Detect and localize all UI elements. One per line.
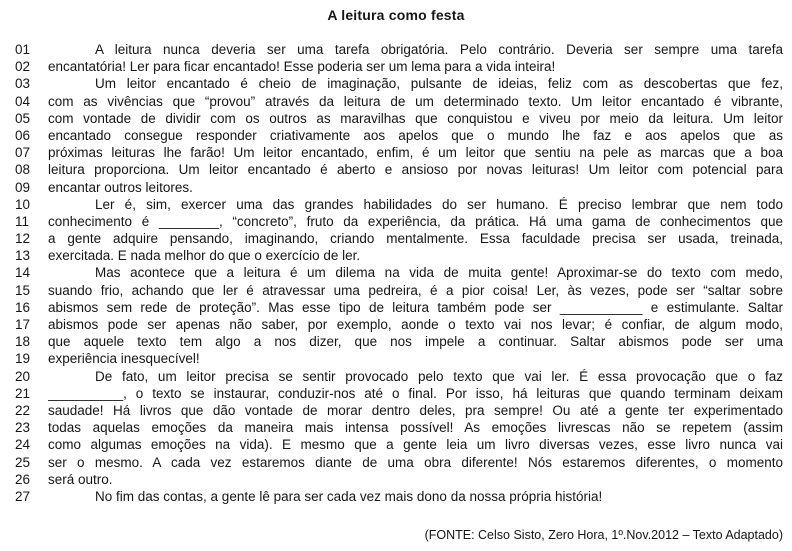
line-text: A leitura nunca deveria ser uma tarefa obrigatória. Pelo contrário. Deveria ser sempre uma tarefa <box>95 42 783 57</box>
source-citation: (FONTE: Celso Sisto, Zero Hora, 1º.Nov.2012 – Texto Adaptado) <box>424 528 783 542</box>
line-text: a gente adquire pensando, imaginando, criando mentalmente. Essa faculdade precisa ser usada, treinada, <box>48 231 783 247</box>
line-text: como algumas emoções na vida). E mesmo que a gente leia um livro diversas vezes, esse livro nunca vai <box>48 437 783 453</box>
line-number: 24 <box>15 437 31 453</box>
line-text: conhecimento é ________, “concreto”, fruto da experiência, da prática. Há uma gama de conhecimentos que <box>48 213 783 229</box>
line-text: exercitada. E nada melhor do que o exercício de ler. <box>48 248 361 264</box>
text-line <box>15 316 783 333</box>
line-text: saudade! Há livros que dão vontade de morar dentro deles, pra sempre! Ou até a gente ter experimentado <box>48 402 783 418</box>
text-line <box>15 454 783 471</box>
text-line <box>15 488 783 505</box>
text-body <box>15 41 783 505</box>
line-text: leitura proporciona. Um leitor encantado é aberto e ansioso por novas leituras! Um leitor com potencial para <box>48 162 783 178</box>
line-text: próximas leituras lhe farão! Um leitor encantado, enfim, é um leitor que sentiu na pele as marcas que a boa <box>48 145 783 161</box>
line-number: 04 <box>15 93 31 109</box>
line-number: 19 <box>15 351 31 367</box>
line-number: 23 <box>15 420 31 436</box>
text-line <box>15 179 783 196</box>
text-line <box>15 161 783 178</box>
line-number: 01 <box>15 42 31 57</box>
line-number: 14 <box>15 265 31 281</box>
line-text: No fim das contas, a gente lê para ser cada vez mais dono da nossa própria história! <box>95 488 603 504</box>
line-text: suando frio, achando que ler é atravessar uma pedreira, é a pior coisa! Ler, às vezes, pode ser “saltar sobre <box>48 282 783 298</box>
line-number: 11 <box>15 213 30 229</box>
text-line <box>15 144 783 161</box>
line-text: De fato, um leitor precisa se sentir provocado pelo texto que vai ler. É essa provocação que o faz <box>95 368 783 384</box>
line-text: experiência inesquecível! <box>48 351 200 367</box>
line-text: Um leitor encantado é cheio de imaginação, pulsante de ideias, feliz com as descobertas que fez, <box>95 76 783 92</box>
document-title: A leitura como festa <box>327 7 465 23</box>
text-line <box>15 213 783 230</box>
line-number: 12 <box>15 231 31 247</box>
line-text: com as vivências que “provou” através da leitura de um determinado texto. Um leitor encantado é vibrante, <box>48 93 783 109</box>
line-number: 05 <box>15 110 31 126</box>
line-text: que aquele texto tem algo a nos dizer, que nos impele a continuar. Saltar abismos pode ser uma <box>48 334 783 350</box>
text-line <box>15 419 783 436</box>
text-line <box>15 368 783 385</box>
line-number: 06 <box>15 127 31 143</box>
line-number: 18 <box>15 334 31 350</box>
line-number: 25 <box>15 454 31 470</box>
line-number: 15 <box>15 282 31 298</box>
text-line <box>15 436 783 453</box>
line-number: 02 <box>15 59 31 75</box>
line-text: abismos pode ser apenas não saber, por exemplo, aonde o texto vai nos levar; é confiar, de algum modo, <box>48 317 783 332</box>
line-number: 17 <box>15 317 31 332</box>
text-line <box>15 41 783 58</box>
line-number: 03 <box>15 76 31 92</box>
line-text: abismos sem rede de proteção”. Mas esse tipo de leitura também pode ser ___________ e estimulante. Saltar <box>48 299 783 315</box>
text-line <box>15 264 783 281</box>
line-text: Mas acontece que a leitura é um dilema na vida de muita gente! Aproximar-se do texto com medo, <box>95 265 783 281</box>
line-number: 13 <box>15 248 31 264</box>
line-text: todas aquelas emoções da maneira mais intensa possível! As emoções livrescas não se repetem (assim <box>48 420 783 436</box>
line-number: 08 <box>15 162 31 178</box>
text-line <box>15 93 783 110</box>
line-number: 09 <box>15 179 31 195</box>
line-text: encantatória! Ler para ficar encantado! Esse poderia ser um lema para a vida inteira! <box>48 59 556 75</box>
line-number: 16 <box>15 299 31 315</box>
line-number: 20 <box>15 368 31 384</box>
text-line <box>15 471 783 488</box>
line-number: 27 <box>15 488 31 504</box>
line-text: com vontade de dividir com os outros as maravilhas que conquistou e viveu por meio da leitura. Um leitor <box>48 110 783 126</box>
text-line <box>15 247 783 264</box>
line-number: 21 <box>15 385 31 401</box>
line-text: Ler é, sim, exercer uma das grandes habilidades do ser humano. É preciso lembrar que nem todo <box>95 196 783 212</box>
line-text: ser o mesmo. A cada vez estaremos diante de uma obra diferente! Nós estaremos diferentes, o momento <box>48 454 783 470</box>
line-text: encantar outros leitores. <box>48 179 193 195</box>
line-number: 26 <box>15 471 31 487</box>
text-line <box>15 75 783 92</box>
text-line <box>15 110 783 127</box>
text-line <box>15 58 783 75</box>
text-line <box>15 230 783 247</box>
text-line <box>15 282 783 299</box>
text-line <box>15 196 783 213</box>
line-number: 07 <box>15 145 31 161</box>
line-text: encantado consegue responder criativamente aos apelos que o mundo lhe faz e aos apelos que as <box>48 127 783 143</box>
text-line <box>15 402 783 419</box>
line-number: 10 <box>15 196 31 212</box>
text-line <box>15 350 783 367</box>
line-number: 22 <box>15 402 31 418</box>
line-text: será outro. <box>48 471 113 487</box>
text-line <box>15 127 783 144</box>
text-line <box>15 333 783 350</box>
text-line <box>15 385 783 402</box>
text-line <box>15 299 783 316</box>
line-text: __________, o texto se instaurar, conduzir-nos até o final. Por isso, há leituras que quando terminam deixam <box>48 385 783 401</box>
